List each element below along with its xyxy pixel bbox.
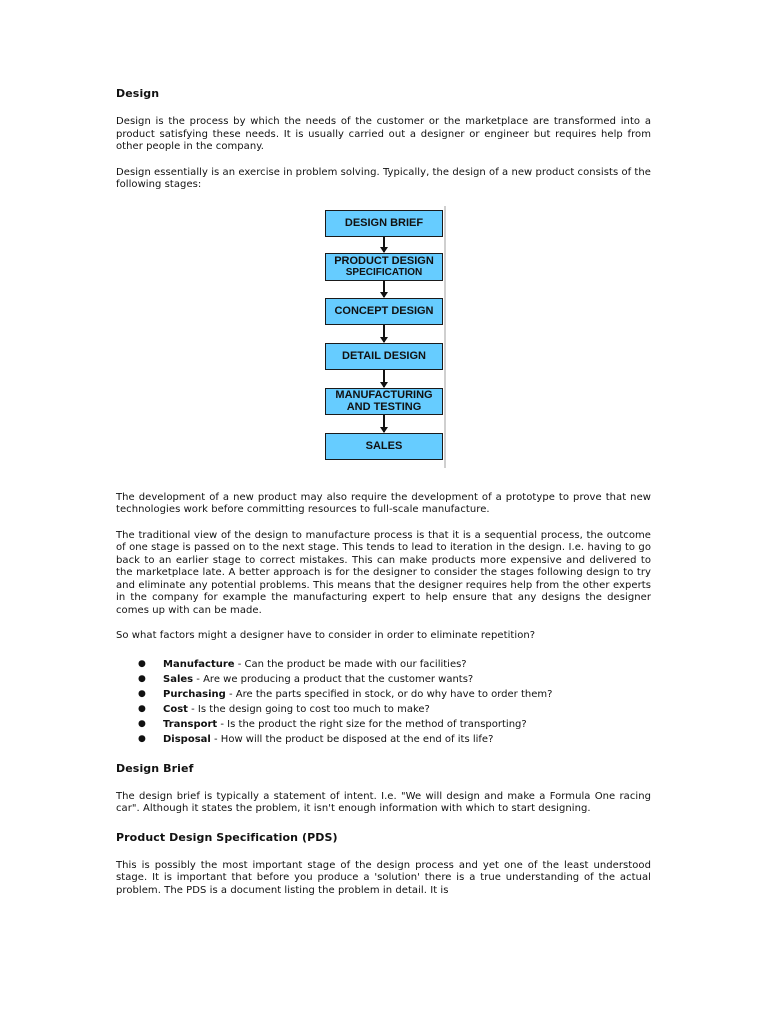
list-item bbox=[116, 657, 651, 672]
paragraph-design-brief: The design brief is typically a statement of intent. I.e. "We will design and make a Formula One racing car". Although it states the problem, it isn't enough information with which to start designing. bbox=[116, 790, 651, 814]
bullet-icon: ● bbox=[138, 718, 146, 729]
paragraph-pds: This is possibly the most important stage of the design process and yet one of the least understood stage. It is important that before you produce a 'solution' there is a true understanding of the actual problem. The PDS is a document listing the problem in detail. It is bbox=[116, 859, 651, 896]
list-item bbox=[116, 732, 651, 747]
factor-text: - Can the product be made with our facilities? bbox=[234, 658, 467, 670]
flow-arrow bbox=[383, 281, 385, 297]
flow-stage-label: AND TESTING bbox=[346, 401, 422, 413]
flow-stage-concept-design bbox=[325, 298, 443, 325]
flow-stage-manufacturing-and-testing bbox=[325, 388, 443, 415]
factor-text: - Is the product the right size for the method of transporting? bbox=[217, 718, 527, 730]
factor-text: - How will the product be disposed at the end of its life? bbox=[210, 733, 494, 745]
list-item bbox=[116, 687, 651, 702]
list-item bbox=[116, 717, 651, 732]
factor-term: Disposal bbox=[163, 733, 211, 745]
factor-term: Manufacture bbox=[163, 658, 235, 670]
document-page bbox=[116, 86, 651, 897]
heading-pds: Product Design Specification (PDS) bbox=[116, 830, 338, 844]
heading-design-brief: Design Brief bbox=[116, 761, 194, 775]
design-process-flowchart bbox=[116, 206, 651, 468]
factor-text: - Is the design going to cost too much to make? bbox=[187, 703, 430, 715]
factor-term: Purchasing bbox=[163, 688, 226, 700]
factor-term: Cost bbox=[163, 703, 188, 715]
factors-list bbox=[116, 657, 651, 747]
paragraph-traditional-view: The traditional view of the design to manufacture process is that it is a sequential process, the outcome of one stage is passed on to the next stage. This tends to lead to iteration in the design. I.e. having to go back to an earlier stage to correct mistakes. This can make products more expensive and delivered to the marketplace late. A better approach is for the designer to consider the stages following design to try and eliminate any potential problems. This means that the designer requires help from the other experts in the company for example the manufacturing expert to help ensure that any designs the designer comes up with can be made. bbox=[116, 529, 651, 616]
bullet-icon: ● bbox=[138, 658, 146, 669]
list-item bbox=[116, 702, 651, 717]
flow-stage-label: DESIGN BRIEF bbox=[344, 217, 424, 229]
paragraph-prototype: The development of a new product may also require the development of a prototype to prove that new technologies work before committing resources to full-scale manufacture. bbox=[116, 491, 651, 515]
flow-stage-product-design-specification bbox=[325, 253, 443, 281]
flow-stage-sales bbox=[325, 433, 443, 460]
flow-stage-label: DETAIL DESIGN bbox=[342, 350, 426, 362]
list-item bbox=[116, 672, 651, 687]
flow-stage-label: PRODUCT DESIGN bbox=[334, 254, 434, 267]
flow-arrow bbox=[383, 415, 385, 432]
flow-stage-design-brief bbox=[325, 210, 443, 237]
factor-term: Transport bbox=[163, 718, 218, 730]
factor-text: - Are we producing a product that the customer wants? bbox=[193, 673, 474, 685]
flow-arrow bbox=[383, 370, 385, 387]
factor-term: Sales bbox=[163, 673, 194, 685]
flow-stage-label: SPECIFICATION bbox=[345, 266, 423, 278]
flow-stage-detail-design bbox=[325, 343, 443, 370]
flow-stage-label: CONCEPT DESIGN bbox=[334, 305, 434, 317]
flow-stage-label: MANUFACTURING bbox=[335, 389, 433, 401]
heading-design: Design bbox=[116, 87, 160, 100]
bullet-icon: ● bbox=[138, 703, 146, 714]
paragraph-factors-question: So what factors might a designer have to consider in order to eliminate repetition? bbox=[116, 630, 536, 641]
flow-arrow bbox=[383, 325, 385, 342]
flow-stage-label: SALES bbox=[365, 440, 403, 452]
flow-arrow bbox=[383, 237, 385, 252]
paragraph-design-stages-intro: Design essentially is an exercise in problem solving. Typically, the design of a new product consists of the following stages: bbox=[116, 166, 651, 190]
paragraph-design-definition: Design is the process by which the needs of the customer or the marketplace are transformed into a product satisfying these needs. It is usually carried out a designer or engineer but requires help from other people in the company. bbox=[116, 116, 651, 152]
bullet-icon: ● bbox=[138, 688, 146, 699]
bullet-icon: ● bbox=[138, 673, 146, 684]
factor-text: - Are the parts specified in stock, or do why have to order them? bbox=[225, 688, 553, 700]
bullet-icon: ● bbox=[138, 733, 146, 744]
